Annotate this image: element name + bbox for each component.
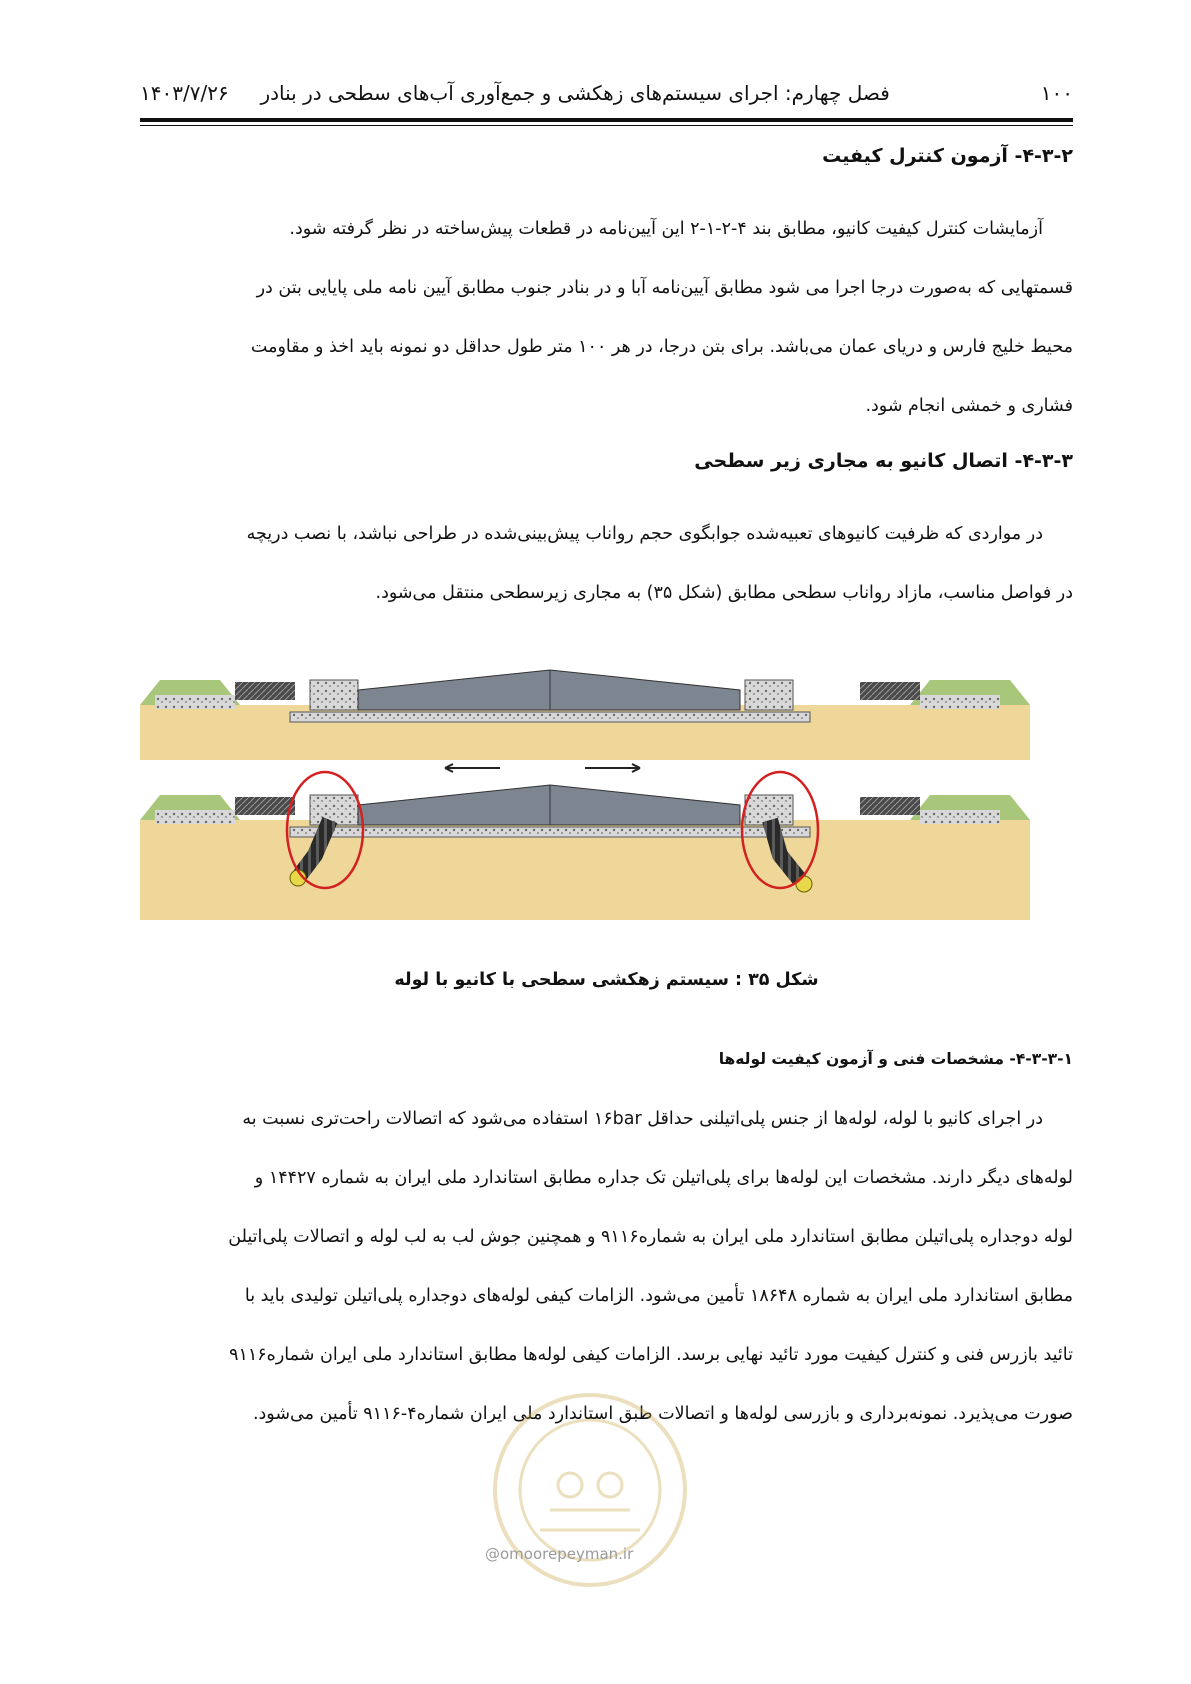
page-header — [140, 78, 1073, 108]
header-rule-thick — [140, 118, 1073, 122]
left-asphalt-shoulder — [235, 682, 295, 700]
pavement-slab — [358, 670, 740, 710]
section-with-pipe — [140, 764, 1030, 920]
paragraph-line: آزمایشات کنترل کیفیت کانیو، مطابق بند ۴-۲-۱-۲ این آیین‌نامه در قطعات پیش‌ساخته در نظر گرفته شود. — [289, 219, 1043, 239]
right-pipe-end — [796, 876, 812, 892]
figure-caption: شکل ۳۵ : سیستم زهکشی سطحی با کانیو با لوله — [394, 970, 819, 990]
header-title-group — [140, 81, 890, 105]
paragraph-line: در مواردی که ظرفیت کانیوهای تعبیه‌شده جوابگوی حجم رواناب پیش‌بینی‌شده در طراحی نباشد، با نصب دریچه — [246, 524, 1043, 544]
paragraph-line: محیط خلیج فارس و دریای عمان می‌باشد. برای بتن درجا، در هر ۱۰۰ متر طول حداقل دو نمونه باید اخذ و مقاومت — [250, 337, 1073, 357]
header-chapter-title: فصل چهارم: اجرای سیستم‌های زهکشی و جمع‌آوری آب‌های سطحی در بنادر — [260, 81, 890, 105]
paragraph-line: تائید بازرس فنی و کنترل کیفیت مورد تائید نهایی برسد. الزامات کیفی لوله‌ها مطابق استاندارد ملی ایران شماره۹۱۱۶ — [229, 1345, 1073, 1365]
paragraph-line: لوله‌های دیگر دارند. مشخصات این لوله‌ها برای پلی‌اتیلن تک جداره مطابق استاندارد ملی ایران به شماره ۱۴۴۲۷ و — [254, 1168, 1073, 1188]
paragraph-line: مطابق استاندارد ملی ایران به شماره ۱۸۶۴۸ تأمین می‌شود. الزامات کیفی لوله‌های دوجداره پلی‌اتیلن تولیدی باید با — [244, 1286, 1073, 1306]
watermark-url: @omoorepeyman.ir — [485, 1545, 634, 1563]
paragraph-line: صورت می‌پذیرد. نمونه‌برداری و بازرسی لوله‌ها و اتصالات طبق استاندارد ملی ایران شماره۴-۹۱۱۶ تأمین می‌شود. — [252, 1404, 1073, 1424]
base-layer — [290, 712, 810, 722]
paragraph-line: لوله دوجداره پلی‌اتیلن مطابق استاندارد ملی ایران به شماره۹۱۱۶ و همچنین جوش لب به لب لوله و اتصالات پلی‌اتیلن — [228, 1227, 1073, 1247]
drainage-cross-section-figure — [140, 665, 1030, 935]
paragraph-line: فشاری و خمشی انجام شود. — [865, 396, 1073, 416]
heading-quality-control-test: ۴-۳-۲- آزمون کنترل کیفیت — [822, 145, 1073, 167]
paragraph-line: در فواصل مناسب، مازاد رواناب سطحی مطابق (شکل ۳۵) به مجاری زیرسطحی منتقل می‌شود. — [375, 583, 1073, 603]
right-channel — [745, 680, 793, 710]
section-without-pipe — [140, 665, 1030, 760]
left-channel — [310, 680, 358, 710]
header-date: ۱۴۰۳/۷/۲۶ — [140, 81, 229, 105]
heading-pipe-specs: ۴-۳-۳-۱- مشخصات فنی و آزمون کیفیت لوله‌ها — [718, 1050, 1073, 1068]
right-asphalt-shoulder — [860, 682, 920, 700]
paragraph-line: قسمتهایی که به‌صورت درجا اجرا می شود مطابق آیین‌نامه آبا و در بنادر جنوب مطابق آیین نامه ملی پایایی بتن در — [256, 278, 1073, 298]
watermark-logo — [480, 1380, 700, 1600]
paragraph-subsurface-connection — [140, 505, 1073, 623]
page-number: ۱۰۰ — [1040, 81, 1073, 105]
paragraph-quality-control — [140, 200, 1073, 436]
header-rule-thin — [140, 125, 1073, 126]
heading-subsurface-connection: ۴-۳-۳- اتصال کانیو به مجاری زیر سطحی — [694, 450, 1073, 472]
paragraph-line: در اجرای کانیو با لوله، لوله‌ها از جنس پلی‌اتیلنی حداقل ۱۶bar استفاده می‌شود که اتصالات راحت‌تری نسبت به — [242, 1109, 1043, 1129]
